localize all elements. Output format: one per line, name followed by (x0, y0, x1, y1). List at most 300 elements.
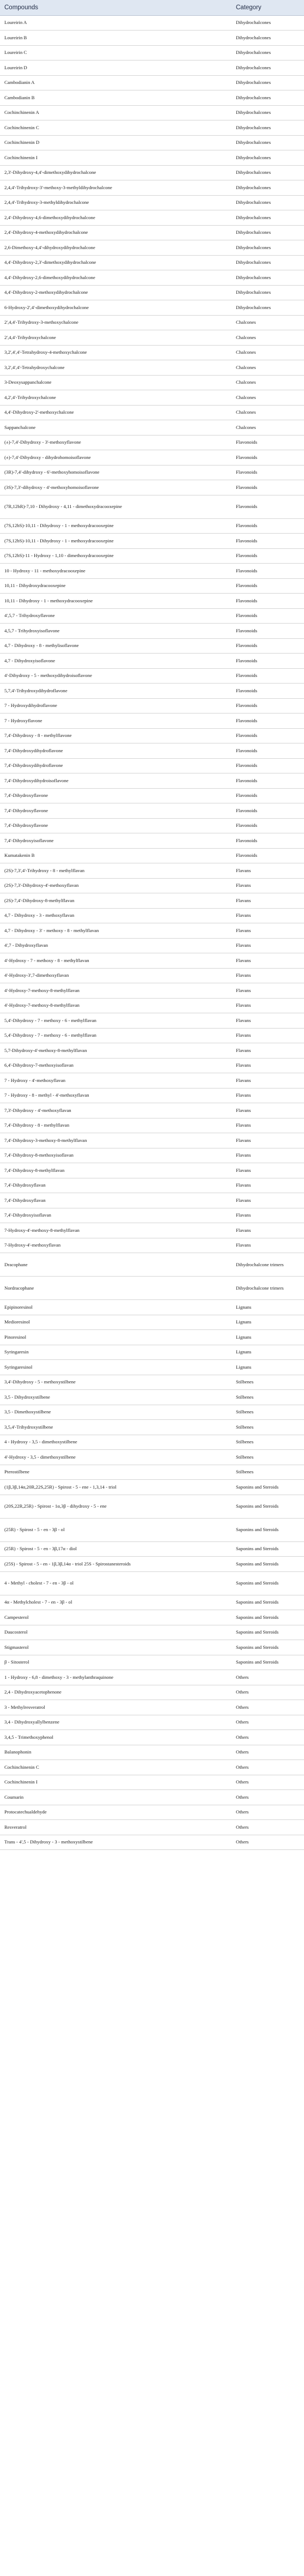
table-row (0, 1435, 304, 1450)
compound-name-cell: (25R) - Spirost - 5 - en - 3β,17α - diol (0, 1541, 232, 1557)
table-row (0, 1420, 304, 1435)
table-row (0, 998, 304, 1013)
category-cell: Flavans (232, 1118, 304, 1133)
table-row (0, 345, 304, 360)
table-row (0, 1193, 304, 1208)
category-cell: Flavonoids (232, 684, 304, 699)
compound-name-cell: 10,11 - Dihydroxydracooxepine (0, 578, 232, 594)
table-row (0, 210, 304, 226)
table-row (0, 1610, 304, 1625)
category-cell: Flavans (232, 1043, 304, 1059)
table-row (0, 578, 304, 594)
table-row (0, 758, 304, 773)
table-row (0, 1253, 304, 1277)
category-cell: Dihydrochalcones (232, 120, 304, 136)
category-cell: Saponins and Steroids (232, 1495, 304, 1518)
category-cell: Chalcones (232, 390, 304, 406)
category-cell: Dihydrochalcones (232, 75, 304, 90)
table-row (0, 1495, 304, 1518)
compound-name-cell: Loureirin D (0, 61, 232, 76)
compound-name-cell: 5,7,4'-Trihydroxydihydroflavone (0, 684, 232, 699)
table-row (0, 548, 304, 564)
compound-name-cell: 7,4'-Dihydroxy-8-methylflavan (0, 1163, 232, 1178)
category-cell: Flavans (232, 1088, 304, 1103)
table-row (0, 1208, 304, 1223)
category-cell: Lignans (232, 1315, 304, 1330)
category-cell: Flavonoids (232, 548, 304, 564)
category-cell: Others (232, 1670, 304, 1685)
category-cell: Stilbenes (232, 1450, 304, 1465)
table-row (0, 1541, 304, 1557)
table-row (0, 435, 304, 450)
table-row (0, 1360, 304, 1375)
table-row (0, 1088, 304, 1103)
category-cell: Flavans (232, 1208, 304, 1223)
category-cell: Chalcones (232, 375, 304, 390)
compound-name-cell: 2,6-Dimethoxy-4,4'-dihydroxydihydrochalcone (0, 240, 232, 256)
table-body (0, 15, 304, 1850)
category-cell: Dihydrochalcones (232, 45, 304, 61)
category-cell: Dihydrochalcones (232, 300, 304, 316)
table-row (0, 480, 304, 495)
table-row (0, 1465, 304, 1480)
category-cell: Flavonoids (232, 698, 304, 713)
category-cell: Flavonoids (232, 624, 304, 639)
table-row (0, 1670, 304, 1685)
category-cell: Flavans (232, 1073, 304, 1089)
category-cell: Flavans (232, 1238, 304, 1253)
compound-name-cell: (3S)-7,3'-dihydroxy - 4'-methoxyhomoisoflavone (0, 480, 232, 495)
compound-name-cell: Cochinchinenin I (0, 150, 232, 166)
category-cell: Saponins and Steroids (232, 1655, 304, 1670)
compound-name-cell: 7,4'-Dihydroxy - 8 - methylflavan (0, 1118, 232, 1133)
table-row (0, 1805, 304, 1820)
table-row (0, 518, 304, 534)
category-cell: Flavans (232, 998, 304, 1013)
compound-name-cell: (2S)-7,3'-Dihydroxy-4'-methoxyflavan (0, 878, 232, 893)
table-row (0, 1058, 304, 1073)
compound-name-cell: 4,4'-Dihydroxy-2,6-dimethoxydihydrochalcone (0, 270, 232, 286)
table-row (0, 1835, 304, 1850)
compound-name-cell: (±)-7,4'-Dihydroxy - dihydrohomoisoflavone (0, 450, 232, 465)
category-cell: Flavans (232, 1193, 304, 1208)
compound-name-cell: (7S,12bS)-11 - Hydroxy - 1,10 - dimethoxydracooxepine (0, 548, 232, 564)
compound-name-cell: (25S) - Spirost - 5 - en - 1β,3β,14α - triol 25S - Spirostanesteroids (0, 1557, 232, 1572)
table-row (0, 668, 304, 684)
category-cell: Others (232, 1775, 304, 1790)
compound-name-cell: 7,4'-Dihydroxyflavan (0, 1178, 232, 1193)
table-row (0, 90, 304, 106)
category-cell: Flavans (232, 1103, 304, 1118)
compound-name-cell: 4'-Hydroxy - 7 - methoxy - 8 - methylflavan (0, 953, 232, 969)
table-row (0, 1043, 304, 1059)
compound-name-cell: 7,4'-Dihydroxyisoflavan (0, 1208, 232, 1223)
table-row (0, 360, 304, 376)
compound-name-cell: (7R,12bR)-7,10 - Dihydroxy - 4,11 - dimethoxydracooxepine (0, 495, 232, 518)
compound-name-cell: Dracophane (0, 1253, 232, 1277)
compound-name-cell: 2,4,4'-Trihydroxy-3'-methoxy-3-methyldihydrochalcone (0, 180, 232, 196)
compound-name-cell: Cochinchinenin D (0, 135, 232, 150)
table-row (0, 594, 304, 609)
table-row (0, 495, 304, 518)
table-row (0, 1640, 304, 1655)
table-row (0, 1518, 304, 1541)
table-row (0, 1013, 304, 1029)
table-row (0, 833, 304, 849)
compound-name-cell: β - Sitosterol (0, 1655, 232, 1670)
category-cell: Flavans (232, 863, 304, 879)
compound-name-cell: Syringaresinol (0, 1360, 232, 1375)
table-row (0, 165, 304, 180)
table-row (0, 240, 304, 256)
table-row (0, 698, 304, 713)
compound-name-cell: Cochinchinenin C (0, 1760, 232, 1775)
category-cell: Flavonoids (232, 534, 304, 549)
compound-name-cell: Pterostilbene (0, 1465, 232, 1480)
table-row (0, 1655, 304, 1670)
category-cell: Stilbenes (232, 1390, 304, 1405)
category-cell: Flavonoids (232, 435, 304, 450)
category-cell: Dihydrochalcones (232, 210, 304, 226)
table-row (0, 1163, 304, 1178)
compound-name-cell: 4'-Hydroxy-7-methoxy-8-methylflavan (0, 998, 232, 1013)
compound-name-cell: Daucosterol (0, 1625, 232, 1640)
category-cell: Dihydrochalcones (232, 90, 304, 106)
category-cell: Chalcones (232, 405, 304, 420)
table-row (0, 1390, 304, 1405)
table-row (0, 315, 304, 330)
compound-name-cell: 7 - Hydroxy - 4'-methoxyflavan (0, 1073, 232, 1089)
compound-name-cell: 2,4'-Dihydroxy-4,6-dimethoxydihydrochalcone (0, 210, 232, 226)
category-cell: Dihydrochalcone trimers (232, 1253, 304, 1277)
table-row (0, 1595, 304, 1610)
compound-name-cell: (2S)-7,4'-Dihydroxy-8-methylflavan (0, 893, 232, 909)
table-row (0, 953, 304, 969)
compound-name-cell: 3,2',4',4'-Tetrahydroxychalcone (0, 360, 232, 376)
category-cell: Saponins and Steroids (232, 1480, 304, 1495)
compound-name-cell: 2,4'-Dihydroxy-4-methoxydihydrochalcone (0, 225, 232, 240)
table-row (0, 390, 304, 406)
table-row (0, 1745, 304, 1760)
compound-name-cell: 1 - Hydroxy - 6,8 - dimethoxy - 3 - methylanthraquinone (0, 1670, 232, 1685)
category-cell: Dihydrochalcones (232, 195, 304, 210)
table-row (0, 15, 304, 31)
category-cell: Flavans (232, 1148, 304, 1163)
category-cell: Dihydrochalcones (232, 165, 304, 180)
compound-name-cell: 2',4,4'-Trihydroxychalcone (0, 330, 232, 346)
compound-name-cell: 3,5,4'-Trihydroxystilbene (0, 1420, 232, 1435)
compound-name-cell: 4,4'-Dihydroxy-2'-methoxychalcone (0, 405, 232, 420)
table-row (0, 61, 304, 76)
table-row (0, 728, 304, 743)
compound-name-cell: (±)-7,4'-Dihydroxy - 3'-methoxyflavone (0, 435, 232, 450)
compound-name-cell: Kumatakenin B (0, 848, 232, 863)
category-cell: Flavans (232, 1028, 304, 1043)
category-cell: Flavonoids (232, 654, 304, 669)
table-row (0, 1790, 304, 1805)
compound-name-cell: 5,4'-Dihydroxy - 7 - methoxy - 6 - methylflavan (0, 1028, 232, 1043)
category-cell: Flavonoids (232, 578, 304, 594)
header-compounds: Compounds (0, 0, 232, 15)
table-row (0, 1223, 304, 1238)
category-cell: Dihydrochalcones (232, 180, 304, 196)
compound-name-cell: 4 - Hydroxy - 3,5 - dimethoxystilbene (0, 1435, 232, 1450)
table-row (0, 1238, 304, 1253)
category-cell: Lignans (232, 1330, 304, 1345)
category-cell: Flavonoids (232, 743, 304, 759)
category-cell: Stilbenes (232, 1375, 304, 1390)
category-cell: Flavonoids (232, 818, 304, 833)
compound-name-cell: Balanophonin (0, 1745, 232, 1760)
category-cell: Flavans (232, 1163, 304, 1178)
table-row (0, 1148, 304, 1163)
table-row (0, 1330, 304, 1345)
compound-name-cell: 7 - Hydroxydihydroflavone (0, 698, 232, 713)
compound-name-cell: Nordracophane (0, 1277, 232, 1300)
table-row (0, 75, 304, 90)
compound-name-cell: 7 - Hydroxyflavone (0, 713, 232, 729)
category-cell: Others (232, 1760, 304, 1775)
category-cell: Saponins and Steroids (232, 1541, 304, 1557)
table-row (0, 638, 304, 654)
table-row (0, 1277, 304, 1300)
category-cell: Stilbenes (232, 1465, 304, 1480)
category-cell: Flavonoids (232, 465, 304, 480)
table-row (0, 1760, 304, 1775)
category-cell: Lignans (232, 1345, 304, 1360)
compound-name-cell: 2,4 - Dihydroxyacetophenone (0, 1685, 232, 1700)
table-row (0, 465, 304, 480)
compound-name-cell: 7,4'-Dihydroxy-8-methoxyisoflavan (0, 1148, 232, 1163)
category-cell: Dihydrochalcones (232, 270, 304, 286)
compound-name-cell: 3 - Methylresveratrol (0, 1700, 232, 1715)
compound-name-cell: 4 - Methyl - cholest - 7 - en - 3β - ol (0, 1571, 232, 1595)
compound-name-cell: 7,4'-Dihydroxyflavan (0, 1193, 232, 1208)
compound-name-cell: 6-Hydroxy-2',4'-dimethoxydihydrochalcone (0, 300, 232, 316)
table-row (0, 1073, 304, 1089)
compound-name-cell: (2S)-7,3',4'-Trihydroxy - 8 - methylflavan (0, 863, 232, 879)
compound-name-cell: Loureirin B (0, 31, 232, 46)
category-cell: Flavans (232, 983, 304, 999)
table-row (0, 968, 304, 983)
table-row (0, 878, 304, 893)
table-row (0, 908, 304, 923)
compound-name-cell: 4'-Hydroxy-7-methoxy-8-methylflavan (0, 983, 232, 999)
compound-name-cell: 3-Deoxysappanchalcone (0, 375, 232, 390)
table-row (0, 45, 304, 61)
table-row (0, 225, 304, 240)
table-row (0, 420, 304, 436)
category-cell: Dihydrochalcones (232, 240, 304, 256)
compound-name-cell: (7S,12bS)-10,11 - Dihydroxy - 1 - methoxydracooxepine (0, 534, 232, 549)
table-row (0, 818, 304, 833)
category-cell: Others (232, 1805, 304, 1820)
table-row (0, 330, 304, 346)
table-row (0, 1480, 304, 1495)
table-row (0, 923, 304, 939)
compound-name-cell: 5,4'-Dihydroxy - 7 - methoxy - 6 - methylflavan (0, 1013, 232, 1029)
table-row (0, 608, 304, 624)
compound-name-cell: 4,2',4'-Trihydroxychalcone (0, 390, 232, 406)
category-cell: Flavans (232, 938, 304, 953)
table-row (0, 1775, 304, 1790)
table-row (0, 1625, 304, 1640)
category-cell: Flavonoids (232, 803, 304, 819)
category-cell: Chalcones (232, 360, 304, 376)
table-row (0, 1345, 304, 1360)
category-cell: Dihydrochalcones (232, 255, 304, 270)
category-cell: Saponins and Steroids (232, 1595, 304, 1610)
table-row (0, 1028, 304, 1043)
category-cell: Flavonoids (232, 594, 304, 609)
table-row (0, 938, 304, 953)
compound-name-cell: 7-Hydroxy-4'-methoxyflavan (0, 1238, 232, 1253)
table-row (0, 135, 304, 150)
compound-name-cell: 10,11 - Dihydroxy - 1 - methoxydracooxepine (0, 594, 232, 609)
compound-name-cell: Syringaresin (0, 1345, 232, 1360)
category-cell: Saponins and Steroids (232, 1625, 304, 1640)
compound-name-cell: (3R)-7,4'-dihydroxy - 6'-methoxyhomoisoflavone (0, 465, 232, 480)
compound-name-cell: 4,7 - Dihydroxy - 3' - methoxy - 8 - methylflavan (0, 923, 232, 939)
category-cell: Saponins and Steroids (232, 1518, 304, 1541)
compound-name-cell: 4α - Methylcholest - 7 - en - 3β - ol (0, 1595, 232, 1610)
compound-name-cell: 7 - Hydroxy - 8 - methyl - 4'-methoxyflavan (0, 1088, 232, 1103)
compound-name-cell: 4'-Dihydroxy - 5 - methoxydihydroisoflavone (0, 668, 232, 684)
category-cell: Others (232, 1715, 304, 1730)
category-cell: Dihydrochalcones (232, 150, 304, 166)
category-cell: Others (232, 1730, 304, 1745)
compound-name-cell: 7,3'-Dihydroxy - 4'-methoxyflavan (0, 1103, 232, 1118)
category-cell: Others (232, 1790, 304, 1805)
category-cell: Flavonoids (232, 518, 304, 534)
compound-name-cell: Protocatechualdehyde (0, 1805, 232, 1820)
table-row (0, 564, 304, 579)
compound-name-cell: 7,4'-Dihydroxydihydroisoflavone (0, 773, 232, 789)
compound-name-cell: 6,4'-Dihydroxy-7-methoxyisoflavan (0, 1058, 232, 1073)
table-row (0, 713, 304, 729)
category-cell: Flavonoids (232, 773, 304, 789)
table-row (0, 863, 304, 879)
compound-name-cell: 4',7 - Dihydroxyflavan (0, 938, 232, 953)
category-cell: Saponins and Steroids (232, 1610, 304, 1625)
table-row (0, 31, 304, 46)
table-row (0, 624, 304, 639)
compound-name-cell: Cochinchinenin I (0, 1775, 232, 1790)
compound-name-cell: 7,4'-Dihydroxydihydroflavone (0, 758, 232, 773)
category-cell: Chalcones (232, 330, 304, 346)
category-cell: Flavonoids (232, 833, 304, 849)
compound-name-cell: Stigmasterol (0, 1640, 232, 1655)
table-row (0, 1133, 304, 1148)
compound-name-cell: Resveratrol (0, 1820, 232, 1835)
compound-name-cell: 7,4'-Dihydroxyisoflavone (0, 833, 232, 849)
category-cell: Flavans (232, 1223, 304, 1238)
compound-name-cell: 4,7 - Dihydroxy - 8 - methylisoflavone (0, 638, 232, 654)
category-cell: Chalcones (232, 420, 304, 436)
category-cell: Flavans (232, 878, 304, 893)
table-row (0, 1730, 304, 1745)
table-row (0, 788, 304, 803)
compound-name-cell: 7,4'-Dihydroxyflavone (0, 818, 232, 833)
compound-name-cell: 7,4'-Dihydroxy-3-methoxy-8-methylflavan (0, 1133, 232, 1148)
category-cell: Dihydrochalcones (232, 225, 304, 240)
category-cell: Flavonoids (232, 668, 304, 684)
compound-name-cell: (25R) - Spirost - 5 - en - 3β - ol (0, 1518, 232, 1541)
compound-name-cell: 7-Hydroxy-4'-methoxy-8-methylflavan (0, 1223, 232, 1238)
compound-name-cell: Campesterol (0, 1610, 232, 1625)
category-cell: Flavonoids (232, 480, 304, 495)
compound-name-cell: 3,4'-Dihydroxy - 5 - methoxystilbene (0, 1375, 232, 1390)
category-cell: Saponins and Steroids (232, 1571, 304, 1595)
table-row (0, 1405, 304, 1420)
table-row (0, 983, 304, 999)
table-row (0, 285, 304, 300)
table-row (0, 195, 304, 210)
category-cell: Flavonoids (232, 848, 304, 863)
compound-name-cell: Loureirin A (0, 15, 232, 31)
table-row (0, 1715, 304, 1730)
compound-name-cell: 2',4,4'-Trihydroxy-3-methoxychalcone (0, 315, 232, 330)
category-cell: Flavonoids (232, 758, 304, 773)
table-row (0, 1375, 304, 1390)
table-row (0, 375, 304, 390)
compound-name-cell: 7,4'-Dihydroxyflavone (0, 788, 232, 803)
compound-name-cell: Sappanchalcone (0, 420, 232, 436)
compound-name-cell: 7,4'-Dihydroxy - 8 - methylflavone (0, 728, 232, 743)
table-row (0, 803, 304, 819)
compound-name-cell: 3,4 - Dihydroxyallylbenzene (0, 1715, 232, 1730)
compound-name-cell: Epipinoresinol (0, 1300, 232, 1315)
compound-name-cell: Cambodianin A (0, 75, 232, 90)
compound-name-cell: 4',5,7 - Trihydroxyflavone (0, 608, 232, 624)
table-row (0, 270, 304, 286)
table-row (0, 1700, 304, 1715)
category-cell: Dihydrochalcones (232, 285, 304, 300)
compound-name-cell: 4,7 - Dihydroxyisoflavone (0, 654, 232, 669)
category-cell: Flavans (232, 1178, 304, 1193)
compound-name-cell: 3,2',4',4'-Tetrahydroxy-4-methoxychalcone (0, 345, 232, 360)
table-row (0, 1685, 304, 1700)
table-row (0, 1820, 304, 1835)
category-cell: Chalcones (232, 315, 304, 330)
table-row (0, 450, 304, 465)
category-cell: Stilbenes (232, 1420, 304, 1435)
category-cell: Dihydrochalcones (232, 61, 304, 76)
table-row (0, 1103, 304, 1118)
compound-name-cell: Loureirin C (0, 45, 232, 61)
compound-name-cell: 4,4'-Dihydroxy-2,3'-dimethoxydihydrochalcone (0, 255, 232, 270)
category-cell: Flavonoids (232, 564, 304, 579)
category-cell: Flavonoids (232, 450, 304, 465)
category-cell: Others (232, 1685, 304, 1700)
table-row (0, 848, 304, 863)
category-cell: Others (232, 1700, 304, 1715)
category-cell: Flavans (232, 968, 304, 983)
compound-name-cell: 4,4'-Dihydroxy-2-methoxydihydrochalcone (0, 285, 232, 300)
compound-name-cell: 3,4,5 - Trimethoxyphenol (0, 1730, 232, 1745)
category-cell: Dihydrochalcones (232, 31, 304, 46)
table-row (0, 743, 304, 759)
category-cell: Flavans (232, 1133, 304, 1148)
category-cell: Others (232, 1835, 304, 1850)
category-cell: Dihydrochalcones (232, 15, 304, 31)
category-cell: Flavans (232, 953, 304, 969)
compound-name-cell: 7,4'-Dihydroxydihydroflavone (0, 743, 232, 759)
category-cell: Dihydrochalcones (232, 105, 304, 120)
category-cell: Flavans (232, 923, 304, 939)
table-row (0, 1315, 304, 1330)
category-cell: Flavans (232, 1058, 304, 1073)
